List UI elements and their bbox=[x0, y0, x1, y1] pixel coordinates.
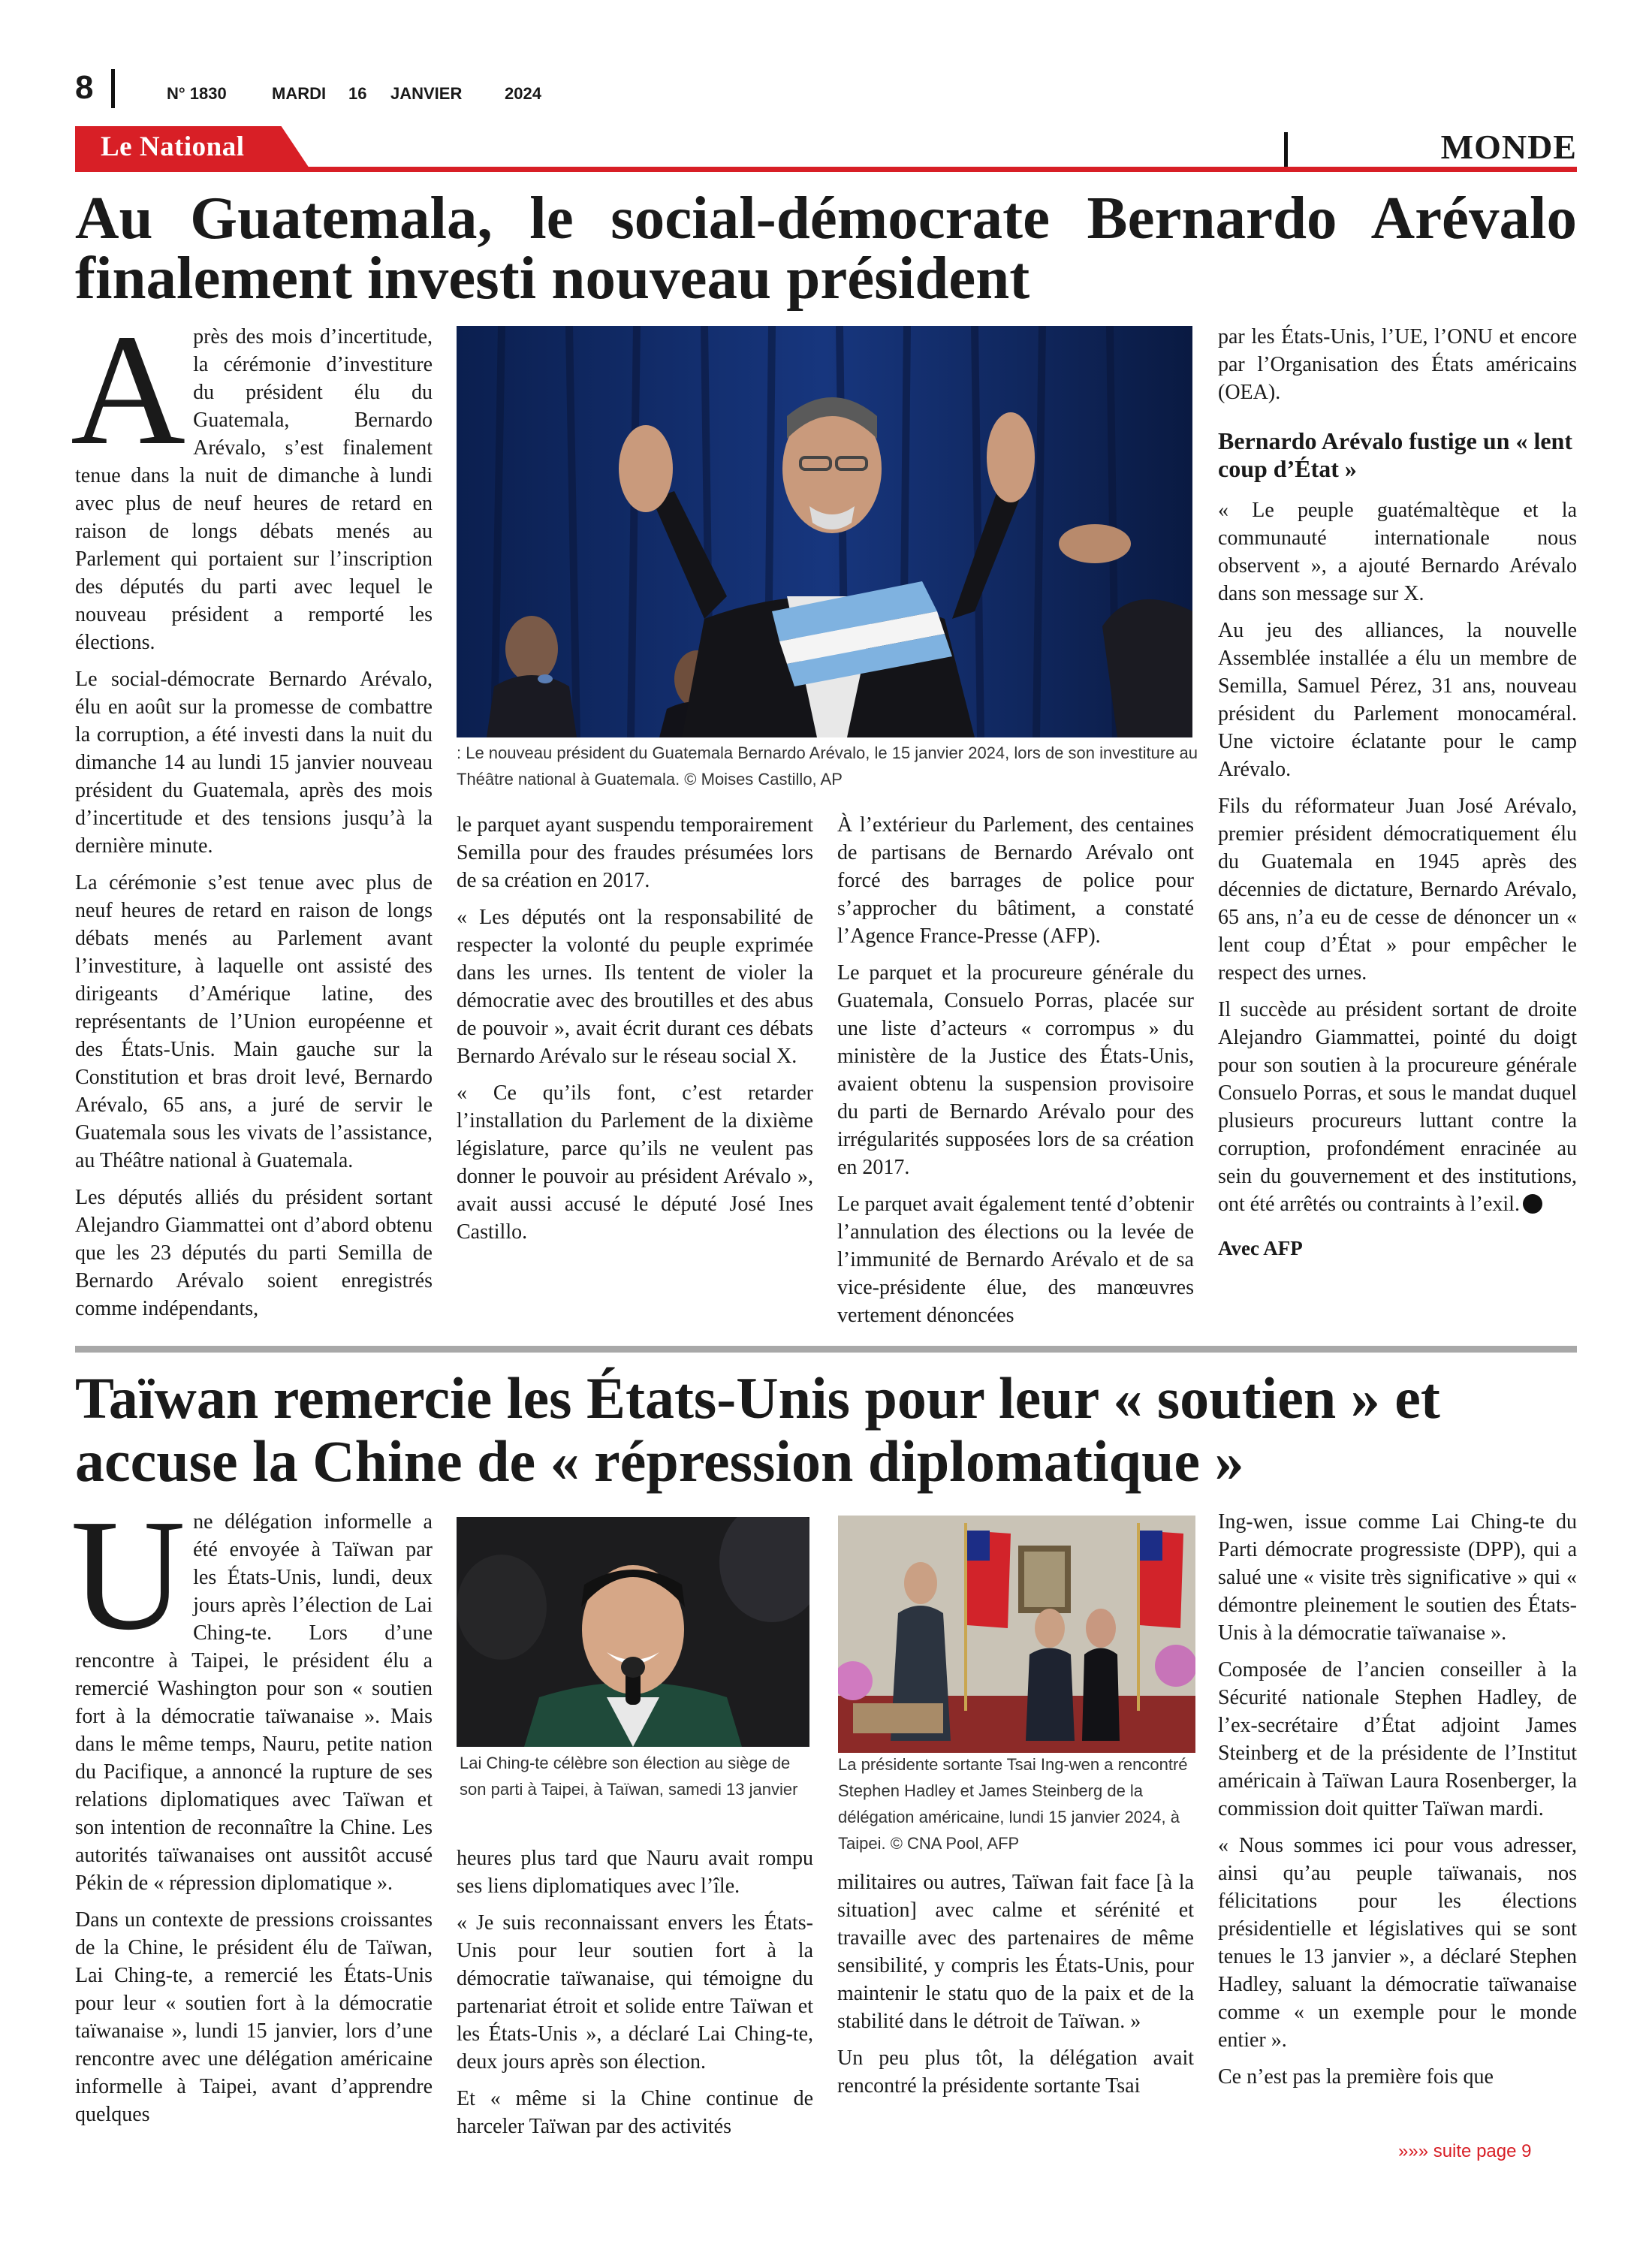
paragraph: heures plus tard que Nauru avait rompu ses liens diplomatiques avec l’île. bbox=[457, 1847, 813, 1898]
paragraph: Composée de l’ancien conseiller à la Sécurité nationale Stephen Hadley, de l’ex-secrétaire d’État adjoint James Steinberg et de la présidente de l’Institut américain à Taïwan Laura Rosenberger, la commission doit quitter Taïwan mardi. bbox=[1218, 1658, 1577, 1820]
continued-on-page-link[interactable]: »»» suite page 9 bbox=[1398, 2141, 1532, 2161]
page-number: 8 bbox=[75, 69, 94, 106]
lai-ching-te-photo bbox=[457, 1517, 809, 1747]
article2-column-3 bbox=[837, 1868, 1194, 2109]
paragraph: militaires ou autres, Taïwan fait face [à la situation] avec calme et sérénité et travaille avec des partenaires de même sensibilité, y compris les États-Unis, pour maintenir le statu quo de la paix et de la stabilité dans le détroit de Taïwan. » bbox=[837, 1871, 1194, 2033]
paragraph: par les États-Unis, l’UE, l’ONU et encore par l’Organisation des États américains (OEA). bbox=[1218, 325, 1577, 404]
paragraph: « Le peuple guatémaltèque et la communauté internationale nous observent », a ajouté Bernardo Arévalo dans son message sur X. bbox=[1218, 499, 1577, 605]
header-rule bbox=[75, 167, 1577, 172]
paragraph: « Nous sommes ici pour vous adresser, ainsi qu’au peuple taïwanais, nos félicitations pour les élections présidentielle et législatives qui se sont tenues le 13 janvier », a déclaré Stephen Hadley, saluant la démocratie taïwanaise comme « un exemple pour le monde entier ». bbox=[1218, 1834, 1577, 2052]
paragraph: Le parquet avait également tenté d’obtenir l’annulation des élections ou la levée de l’immunité de Bernardo Arévalo et de sa vice-présidente élue, des manœuvres vertement dénoncées bbox=[837, 1193, 1195, 1327]
article2-column-2 bbox=[457, 1844, 813, 2149]
paragraph-text: Il succède au président sortant de droite Alejandro Giammattei, pointé du doigt pour son soutien à la procureure générale Consuelo Porras, et sous le mandat duquel plusieurs procureurs luttant contre la corruption, profondément enracinée au sein du gouvernement et des institutions, ont été arrêtés ou contraints à l’exil. bbox=[1218, 998, 1577, 1216]
paragraph bbox=[1218, 996, 1577, 1218]
article2-column-4 bbox=[1218, 1508, 1577, 2100]
article-divider bbox=[75, 1346, 1577, 1353]
issue-day: MARDI bbox=[272, 84, 327, 103]
issue-date-number: 16 bbox=[348, 84, 367, 103]
paragraph: Dans un contexte de pressions croissantes de la Chine, le président élu de Taïwan, Lai Ching-te, a remercié les États-Unis pour leur « soutien fort à la démocratie taïwanaise », lundi 15 janvier, lors d’une rencontre avec une délégation américaine informelle à Taipei, avant d’apprendre quelques bbox=[75, 1908, 433, 2126]
section-title: MONDE bbox=[1440, 128, 1577, 166]
article2-headline-line1: Taïwan remercie les États-Unis pour leur « soutien » et bbox=[75, 1365, 1440, 1431]
arevalo-inauguration-photo bbox=[457, 326, 1192, 737]
article1-headline-line2: finalement investi nouveau président bbox=[75, 244, 1030, 312]
issue-number: N° 1830 bbox=[167, 84, 227, 103]
paragraph: le parquet ayant suspendu temporairement Semilla pour des fraudes présumées lors de sa création en 2017. bbox=[457, 813, 813, 892]
paragraph: Les députés alliés du président sortant Alejandro Giammattei ont d’abord obtenu que les 23 députés du parti Semilla de Bernardo Arévalo soient enregistrés comme indépendants, bbox=[75, 1186, 433, 1320]
article2-column-1 bbox=[71, 1486, 433, 2137]
paragraph: Le social-démocrate Bernardo Arévalo, élu en août sur la promesse de combattre la corruption, a été investi dans la nuit du dimanche 14 au lundi 15 janvier nouveau président du Guatemala, après des mois d’incertitude et des tensions jusqu’à la dernière minute. bbox=[75, 668, 433, 858]
article1-headline bbox=[75, 184, 1577, 312]
article1-byline: Avec AFP bbox=[1218, 1237, 1303, 1259]
paragraph: Fils du réformateur Juan José Arévalo, premier président démocratiquement élu du Guatemala en 1945 après des décennies de dictature, Bernardo Arévalo, 65 ans, n’a eu de cesse de dénoncer un « lent coup d’État » pour empêcher le respect des urnes. bbox=[1218, 795, 1577, 985]
tsai-ing-wen-meeting-photo bbox=[838, 1516, 1195, 1753]
issue-year: 2024 bbox=[505, 84, 541, 103]
paragraph: « Les députés ont la responsabilité de respecter la volonté du peuple exprimée dans les urnes. Ils tentent de violer la démocratie avec des broutilles et des abus de pouvoir », avait écrit durant ces débats Bernardo Arévalo sur le réseau social X. bbox=[457, 906, 813, 1068]
end-of-article-icon bbox=[1523, 1194, 1542, 1214]
brand-name: Le National bbox=[101, 131, 245, 162]
lai-ching-te-photo-illustration bbox=[457, 1517, 809, 1747]
paragraph: Ing-wen, issue comme Lai Ching-te du Parti démocrate progressiste (DPP), qui a salué une « visite très significative » qui « démontre pleinement le soutien des États-Unis à la démocratie taïwanaise ». bbox=[1218, 1510, 1577, 1645]
article1-column-4 bbox=[1218, 323, 1577, 1260]
issue-month: JANVIER bbox=[390, 84, 463, 103]
article2-dropcap: U bbox=[71, 1486, 186, 1663]
paragraph: « Ce qu’ils font, c’est retarder l’installation du Parlement de la dixième législature, parce qu’ils ne veulent pas donner le pouvoir au président Arévalo », avait aussi accusé le député José Ines Castillo. bbox=[457, 1081, 813, 1244]
article1-dropcap: A bbox=[71, 301, 186, 478]
paragraph: À l’extérieur du Parlement, des centaines de partisans de Bernardo Arévalo ont forcé des barrages de police pour s’approcher du bâtiment, a constaté l’Agence France-Presse (AFP). bbox=[837, 813, 1194, 948]
article1-photo-caption: : Le nouveau président du Guatemala Bernardo Arévalo, le 15 janvier 2024, lors de son investiture au Théâtre national à Guatemala. © Moises Castillo, AP bbox=[457, 743, 1198, 789]
paragraph: Ce n’est pas la première fois que bbox=[1218, 2065, 1494, 2089]
article1-subheading: Bernardo Arévalo fustige un « lent coup d’État » bbox=[1218, 427, 1572, 482]
article2-headline bbox=[75, 1367, 1577, 1493]
paragraph: près des mois d’incertitude, la cérémonie d’investiture du président élu du Guatemala, Bernardo Arévalo, s’est finalement tenue dans la nuit de dimanche à lundi avec plus de neuf heures de retard en raison de longs débats menés au Parlement qui portaient sur l’inscription des députés du parti avec lequel le nouveau président a remporté les élections. bbox=[75, 325, 433, 654]
paragraph: Et « même si la Chine continue de harceler Taïwan par des activités bbox=[457, 2087, 813, 2138]
article2-photo2-caption: La présidente sortante Tsai Ing-wen a rencontré Stephen Hadley et James Steinberg de la délégation américaine, lundi 15 janvier 2024, à Taipei. © CNA Pool, AFP bbox=[838, 1755, 1188, 1853]
paragraph: Le parquet et la procureure générale du Guatemala, Consuelo Porras, placée sur une liste d’acteurs « corrompus » du ministère de la Justice des États-Unis, avaient obtenu la suspension provisoire du parti de Bernardo Arévalo pour des irrégularités supposées lors de sa création en 2017. bbox=[837, 961, 1194, 1179]
article2-photo1-caption: Lai Ching-te célèbre son élection au siège de son parti à Taipei, à Taïwan, samedi 13 janvier bbox=[460, 1754, 798, 1799]
paragraph: Au jeu des alliances, la nouvelle Assemblée installée a élu un membre de Semilla, Samuel Pérez, 31 ans, nouveau président du Parlement monocaméral. Une victoire éclatante pour le camp Arévalo. bbox=[1218, 619, 1577, 781]
article1-headline-line1: Au Guatemala, le social-démocrate Bernardo Arévalo bbox=[75, 184, 1577, 252]
paragraph: ne délégation informelle a été envoyée à Taïwan par les États-Unis, lundi, deux jours après l’élection de Lai Ching-te. Lors d’une rencontre à Taipei, le président élu a remercié Washington pour son « soutien fort à la démocratie taïwanaise ». Mais dans le même temps, Nauru, petite nation du Pacifique, a annoncé la rupture de ses relations diplomatiques avec Taïwan et son intention de reconnaître la Chine. Les autorités taïwanaises ont aussitôt accusé Pékin de « répression diplomatique ». bbox=[75, 1510, 433, 1895]
page-number-divider bbox=[111, 69, 115, 108]
paragraph: Un peu plus tôt, la délégation avait rencontré la présidente sortante Tsai bbox=[837, 2046, 1194, 2098]
tsai-meeting-photo-illustration bbox=[838, 1516, 1195, 1753]
paragraph: « Je suis reconnaissant envers les États-Unis pour leur soutien fort à la démocratie taïwanaise, qui témoigne du partenariat étroit et solide entre Taïwan et les États-Unis », a déclaré Lai Ching-te, deux jours après son élection. bbox=[457, 1911, 813, 2074]
section-divider bbox=[1284, 132, 1288, 167]
paragraph: La cérémonie s’est tenue avec plus de neuf heures de retard en raison de longs débats menés au Parlement avant l’investiture, à laquelle ont assisté des dirigeants d’Amérique latine, des représentants de l’Union européenne et des États-Unis. Main gauche sur la Constitution et bras droit levé, Bernardo Arévalo, 65 ans, a juré de servir le Guatemala sous les vivats de l’assistance, au Théâtre national à Guatemala. bbox=[75, 871, 433, 1172]
arevalo-photo-illustration bbox=[457, 326, 1192, 737]
article1-column-2 bbox=[457, 811, 813, 1255]
article1-column-1 bbox=[71, 301, 433, 1332]
article1-column-3 bbox=[837, 811, 1194, 1338]
article2-headline-line2: accuse la Chine de « répression diplomatique » bbox=[75, 1428, 1244, 1494]
